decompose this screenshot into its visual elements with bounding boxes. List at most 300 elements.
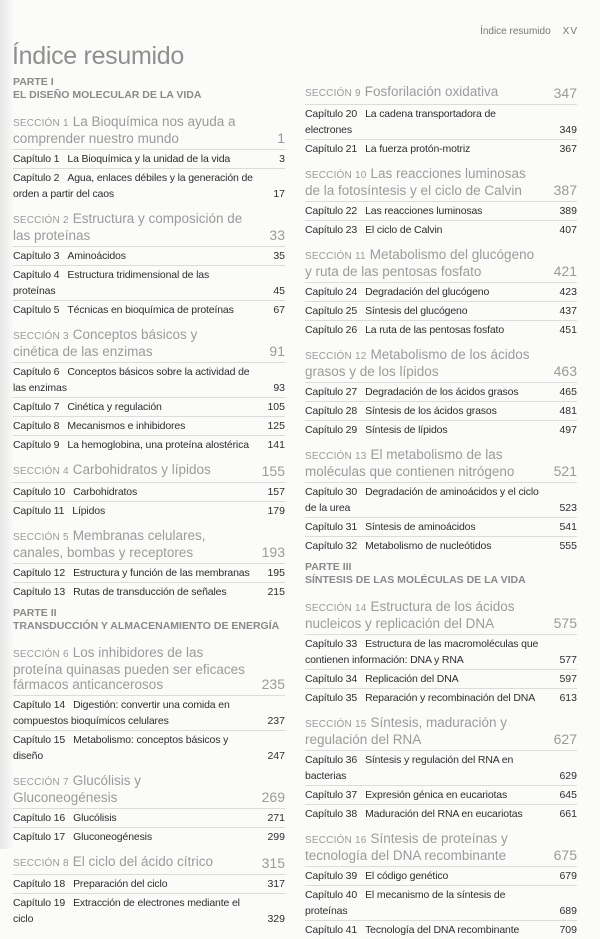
chapter-page-number: 689 (559, 905, 577, 917)
chapter-text (305, 303, 545, 319)
chapter-text (13, 248, 253, 264)
chapter-title: El código genético (365, 870, 449, 882)
part-label: PARTE I (13, 76, 54, 88)
chapter-page-number: 423 (559, 286, 577, 298)
chapter-title: Síntesis de aminoácidos (365, 521, 476, 533)
section-page-number: 521 (553, 463, 577, 479)
chapter-page-number: 481 (559, 405, 577, 417)
chapter-label: Capítulo 17 (13, 831, 66, 843)
chapter-entry[interactable] (305, 920, 577, 939)
chapter-entry[interactable] (13, 246, 285, 265)
chapter-text (13, 697, 253, 729)
chapter-title: Lípidos (72, 505, 106, 517)
chapter-page-number: 465 (559, 386, 577, 398)
chapter-title: Preparación del ciclo (73, 878, 168, 890)
chapter-page-number: 597 (559, 673, 577, 685)
chapter-title: Agua, enlaces débiles y la generación de orden a partir del caos (13, 172, 253, 200)
chapter-page-number: 125 (267, 420, 285, 432)
chapter-page-number: 141 (267, 439, 285, 451)
chapter-title: La fuerza protón-motriz (365, 143, 471, 155)
section-entry[interactable] (13, 106, 285, 149)
section-page-number: 463 (553, 363, 577, 379)
section-entry[interactable] (13, 520, 285, 563)
section-entry[interactable] (13, 765, 285, 808)
section-title: Fosforilación oxidativa (364, 84, 499, 99)
section-title: Los inhibidores de las proteína quinasas pueden ser eficaces fármacos anticancerosos (13, 645, 245, 692)
chapter-entry[interactable] (13, 582, 285, 601)
chapter-label: Capítulo 30 (305, 486, 358, 498)
chapter-entry[interactable] (13, 874, 285, 893)
section-label: SECCIÓN 5 (13, 532, 69, 543)
chapter-title: Replicación del DNA (365, 673, 459, 685)
chapter-page-number: 179 (267, 505, 285, 517)
chapter-title: Rutas de transducción de señales (73, 586, 227, 598)
section-page-number: 421 (553, 263, 577, 279)
chapter-label: Capítulo 33 (305, 638, 358, 650)
chapter-title: Reparación y recombinación del DNA (365, 692, 536, 704)
chapter-label: Capítulo 36 (305, 754, 358, 766)
section-entry[interactable] (305, 591, 577, 634)
chapter-title: Estructura tridimensional de las proteínas (13, 269, 210, 297)
section-page-number: 575 (553, 615, 577, 631)
chapter-text (305, 671, 545, 687)
chapter-page-number: 35 (273, 250, 285, 262)
chapter-text (13, 437, 253, 453)
section-title: Síntesis, maduración y regulación del RNA (305, 715, 508, 747)
chapter-label: Capítulo 22 (305, 205, 358, 217)
chapter-label: Capítulo 28 (305, 405, 358, 417)
section-text (305, 831, 537, 863)
section-text (13, 462, 245, 479)
chapter-page-number: 367 (559, 143, 577, 155)
section-label: SECCIÓN 12 (305, 351, 367, 362)
chapter-text (13, 399, 253, 415)
section-label: SECCIÓN 13 (305, 451, 367, 462)
section-label: SECCIÓN 8 (13, 858, 69, 869)
chapter-page-number: 541 (559, 521, 577, 533)
chapter-title: Metabolismo: conceptos básicos y diseño (13, 734, 229, 762)
chapter-label: Capítulo 3 (13, 250, 60, 262)
section-text (305, 166, 537, 198)
chapter-page-number: 407 (559, 224, 577, 236)
chapter-text (305, 787, 545, 803)
section-entry[interactable] (305, 239, 577, 282)
chapter-page-number: 157 (267, 486, 285, 498)
chapter-entry[interactable] (13, 695, 285, 730)
chapter-page-number: 67 (273, 304, 285, 316)
chapter-label: Capítulo 13 (13, 586, 66, 598)
chapter-title: Degradación de aminoácidos y el ciclo de la urea (305, 486, 539, 514)
chapter-entry[interactable] (305, 688, 577, 707)
chapter-title: El ciclo de Calvin (365, 224, 443, 236)
chapter-entry[interactable] (13, 435, 285, 454)
chapter-page-number: 523 (559, 502, 577, 514)
chapter-entry[interactable] (305, 785, 577, 804)
chapter-entry[interactable] (305, 750, 577, 785)
chapter-title: La cadena transportadora de electrones (305, 108, 496, 136)
section-entry[interactable] (305, 823, 577, 866)
chapter-entry[interactable] (13, 893, 285, 928)
chapter-entry[interactable] (305, 382, 577, 401)
chapter-text (13, 503, 253, 519)
section-title: Conceptos básicos y cinética de las enzimas (13, 327, 198, 359)
chapter-text (13, 565, 253, 581)
chapter-title: Metabolismo de nucleótidos (365, 540, 492, 552)
chapter-text (305, 636, 545, 668)
chapter-title: La ruta de las pentosas fosfato (365, 324, 505, 336)
chapter-text (305, 868, 545, 884)
chapter-label: Capítulo 21 (305, 143, 358, 155)
chapter-entry[interactable] (305, 301, 577, 320)
part-title: SÍNTESIS DE LAS MOLÉCULAS DE LA VIDA (305, 574, 526, 586)
chapter-title: Las reacciones luminosas (365, 205, 483, 217)
chapter-entry[interactable] (305, 320, 577, 339)
chapter-text (13, 895, 253, 927)
chapter-entry[interactable] (305, 220, 577, 239)
chapter-label: Capítulo 39 (305, 870, 358, 882)
chapter-title: Mecanismos e inhibidores (67, 420, 186, 432)
section-text (305, 599, 537, 631)
section-page-number: 387 (553, 182, 577, 198)
chapter-title: La Bioquímica y la unidad de la vida (67, 153, 231, 165)
chapter-label: Capítulo 6 (13, 366, 60, 378)
chapter-page-number: 555 (559, 540, 577, 552)
chapter-text (305, 284, 545, 300)
chapter-page-number: 613 (559, 692, 577, 704)
chapter-entry[interactable] (305, 804, 577, 823)
section-page-number: 315 (261, 855, 285, 871)
section-title: Carbohidratos y lípidos (72, 462, 211, 477)
section-text (13, 114, 245, 146)
chapter-text (305, 422, 545, 438)
chapter-text (13, 876, 253, 892)
section-title: Membranas celulares, canales, bombas y receptores (13, 528, 206, 560)
chapter-entry[interactable] (13, 397, 285, 416)
chapter-text (305, 141, 545, 157)
section-label: SECCIÓN 6 (13, 649, 69, 660)
chapter-page-number: 299 (267, 831, 285, 843)
chapter-title: Carbohidratos (73, 486, 138, 498)
chapter-label: Capítulo 1 (13, 153, 60, 165)
chapter-text (305, 403, 545, 419)
chapter-page-number: 629 (559, 770, 577, 782)
section-title: Estructura y composición de las proteínas (13, 211, 243, 243)
chapter-entry[interactable] (305, 104, 577, 139)
chapter-entry[interactable] (305, 201, 577, 220)
chapter-entry[interactable] (13, 482, 285, 501)
section-page-number: 193 (261, 544, 285, 560)
toc-column-right (305, 76, 577, 939)
section-title: Estructura de los ácidos nucleicos y replicación del DNA (305, 599, 515, 631)
section-label: SECCIÓN 4 (13, 466, 69, 477)
chapter-entry[interactable] (13, 730, 285, 765)
toc-column-left (13, 76, 285, 928)
chapter-label: Capítulo 32 (305, 540, 358, 552)
chapter-text (305, 222, 545, 238)
section-entry[interactable] (305, 439, 577, 482)
section-title: La Bioquímica nos ayuda a comprender nuestro mundo (13, 114, 236, 146)
chapter-page-number: 317 (267, 878, 285, 890)
chapter-title: Maduración del RNA en eucariotas (365, 808, 523, 820)
chapter-page-number: 329 (267, 913, 285, 925)
chapter-text (305, 384, 545, 400)
chapter-label: Capítulo 2 (13, 172, 60, 184)
chapter-text (13, 302, 253, 318)
chapter-text (13, 170, 253, 202)
chapter-title: Degradación del glucógeno (365, 286, 490, 298)
chapter-label: Capítulo 38 (305, 808, 358, 820)
chapter-text (13, 584, 253, 600)
chapter-title: Estructura y función de las membranas (73, 567, 250, 579)
chapter-label: Capítulo 19 (13, 897, 66, 909)
chapter-page-number: 389 (559, 205, 577, 217)
chapter-page-number: 45 (273, 285, 285, 297)
chapter-label: Capítulo 27 (305, 386, 358, 398)
chapter-label: Capítulo 37 (305, 789, 358, 801)
chapter-entry[interactable] (13, 149, 285, 168)
section-title: Síntesis de proteínas y tecnología del DNA recombinante (305, 831, 508, 863)
chapter-title: Estructura de las macromoléculas que contienen información: DNA y RNA (305, 638, 539, 666)
chapter-entry[interactable] (305, 401, 577, 420)
chapter-text (305, 538, 545, 554)
section-text (13, 327, 245, 359)
chapter-page-number: 105 (267, 401, 285, 413)
chapter-entry[interactable] (13, 416, 285, 435)
chapter-title: Síntesis de los ácidos grasos (365, 405, 497, 417)
chapter-page-number: 577 (559, 654, 577, 666)
chapter-page-number: 661 (559, 808, 577, 820)
chapter-text (13, 418, 253, 434)
chapter-text (305, 519, 545, 535)
part-title: TRANSDUCCIÓN Y ALMACENAMIENTO DE ENERGÍA (13, 620, 280, 632)
chapter-entry[interactable] (13, 168, 285, 203)
chapter-label: Capítulo 31 (305, 521, 358, 533)
part-title: EL DISEÑO MOLECULAR DE LA VIDA (13, 89, 202, 101)
chapter-label: Capítulo 16 (13, 812, 66, 824)
section-text (13, 773, 245, 805)
section-text (13, 211, 245, 243)
section-page-number: 675 (553, 847, 577, 863)
chapter-text (305, 887, 545, 919)
section-text (305, 247, 537, 279)
chapter-label: Capítulo 26 (305, 324, 358, 336)
page-number: XV (562, 26, 578, 37)
chapter-page-number: 451 (559, 324, 577, 336)
chapter-label: Capítulo 14 (13, 699, 66, 711)
part-label: PARTE II (13, 607, 57, 619)
chapter-entry[interactable] (305, 669, 577, 688)
chapter-entry[interactable] (305, 536, 577, 555)
section-page-number: 91 (269, 343, 285, 359)
chapter-label: Capítulo 41 (305, 924, 358, 936)
section-label: SECCIÓN 7 (13, 777, 69, 788)
chapter-entry[interactable] (13, 300, 285, 319)
section-entry[interactable] (13, 846, 285, 874)
chapter-entry[interactable] (305, 482, 577, 517)
chapter-label: Capítulo 15 (13, 734, 66, 746)
chapter-label: Capítulo 8 (13, 420, 60, 432)
chapter-title: Conceptos básicos sobre la actividad de las enzimas (13, 366, 250, 394)
chapter-entry[interactable] (13, 563, 285, 582)
part-label: PARTE III (305, 561, 352, 573)
section-entry[interactable] (305, 76, 577, 104)
page-gutter-shadow (0, 0, 14, 849)
chapter-title: Cinética y regulación (67, 401, 162, 413)
chapter-page-number: 645 (559, 789, 577, 801)
chapter-title: Síntesis y regulación del RNA en bacterias (305, 754, 514, 782)
section-entry[interactable] (305, 707, 577, 750)
chapter-entry[interactable] (13, 265, 285, 300)
chapter-label: Capítulo 10 (13, 486, 66, 498)
chapter-title: Síntesis de lípidos (365, 424, 448, 436)
chapter-text (13, 364, 253, 396)
chapter-title: Tecnología del DNA recombinante (365, 924, 520, 936)
chapter-entry[interactable] (13, 827, 285, 846)
section-label: SECCIÓN 9 (305, 88, 361, 99)
chapter-page-number: 437 (559, 305, 577, 317)
chapter-text (305, 752, 545, 784)
chapter-label: Capítulo 9 (13, 439, 60, 451)
chapter-page-number: 247 (267, 750, 285, 762)
chapter-label: Capítulo 18 (13, 878, 66, 890)
section-label: SECCIÓN 16 (305, 835, 367, 846)
chapter-page-number: 3 (279, 153, 285, 165)
chapter-title: La hemoglobina, una proteína alostérica (67, 439, 249, 451)
section-text (13, 528, 245, 560)
chapter-entry[interactable] (305, 866, 577, 885)
section-text (305, 84, 537, 101)
chapter-label: Capítulo 20 (305, 108, 358, 120)
chapter-text (305, 203, 545, 219)
chapter-label: Capítulo 40 (305, 889, 358, 901)
chapter-page-number: 17 (273, 188, 285, 200)
section-label: SECCIÓN 3 (13, 331, 69, 342)
section-title: Glucólisis y Gluconeogénesis (13, 773, 141, 805)
section-text (305, 447, 537, 479)
section-entry[interactable] (13, 454, 285, 482)
chapter-title: Expresión génica en eucariotas (365, 789, 508, 801)
section-title: El ciclo del ácido cítrico (72, 854, 214, 869)
chapter-page-number: 709 (559, 924, 577, 936)
chapter-page-number: 271 (267, 812, 285, 824)
section-label: SECCIÓN 14 (305, 603, 367, 614)
chapter-page-number: 93 (273, 382, 285, 394)
chapter-page-number: 237 (267, 715, 285, 727)
chapter-label: Capítulo 23 (305, 224, 358, 236)
chapter-text (305, 922, 545, 938)
section-title: Metabolismo del glucógeno y ruta de las pentosas fosfato (305, 247, 535, 279)
section-entry[interactable] (13, 203, 285, 246)
section-page-number: 627 (553, 731, 577, 747)
chapter-label: Capítulo 7 (13, 401, 60, 413)
section-text (305, 347, 537, 379)
chapter-label: Capítulo 24 (305, 286, 358, 298)
section-title: El metabolismo de las moléculas que contienen nitrógeno (305, 447, 515, 479)
chapter-page-number: 679 (559, 870, 577, 882)
section-label: SECCIÓN 10 (305, 170, 367, 181)
chapter-title: Gluconeogénesis (73, 831, 152, 843)
section-text (13, 854, 245, 871)
section-title: Las reacciones luminosas de la fotosíntesis y el ciclo de Calvin (305, 166, 526, 198)
chapter-text (305, 484, 545, 516)
chapter-page-number: 497 (559, 424, 577, 436)
section-page-number: 155 (261, 463, 285, 479)
section-label: SECCIÓN 2 (13, 215, 69, 226)
chapter-title: Extracción de electrones mediante el ciclo (13, 897, 240, 925)
chapter-label: Capítulo 12 (13, 567, 66, 579)
chapter-entry[interactable] (305, 517, 577, 536)
section-label: SECCIÓN 1 (13, 118, 69, 129)
section-entry[interactable] (13, 319, 285, 362)
chapter-title: Aminoácidos (67, 250, 126, 262)
chapter-label: Capítulo 35 (305, 692, 358, 704)
part-heading (305, 555, 577, 591)
chapter-text (305, 322, 545, 338)
chapter-title: Glucólisis (73, 812, 117, 824)
section-title: Metabolismo de los ácidos grasos y de los lípidos (305, 347, 530, 379)
chapter-text (13, 267, 253, 299)
section-page-number: 269 (261, 789, 285, 805)
chapter-text (305, 806, 545, 822)
section-text (13, 645, 245, 692)
section-entry[interactable] (305, 339, 577, 382)
chapter-title: Técnicas en bioquímica de proteínas (67, 304, 234, 316)
part-heading (13, 76, 285, 106)
chapter-title: Degradación de los ácidos grasos (365, 386, 519, 398)
section-label: SECCIÓN 11 (305, 251, 366, 262)
page-title: Índice resumido (12, 42, 184, 70)
chapter-entry[interactable] (305, 139, 577, 158)
section-page-number: 1 (277, 130, 285, 146)
section-page-number: 347 (553, 85, 577, 101)
section-text (305, 715, 537, 747)
chapter-page-number: 195 (267, 567, 285, 579)
chapter-text (13, 732, 253, 764)
section-page-number: 235 (261, 676, 285, 692)
chapter-label: Capítulo 34 (305, 673, 358, 685)
chapter-page-number: 349 (559, 124, 577, 136)
chapter-entry[interactable] (13, 808, 285, 827)
chapter-page-number: 215 (267, 586, 285, 598)
chapter-text (305, 690, 545, 706)
running-title: Índice resumido (480, 26, 551, 37)
section-entry[interactable] (13, 637, 285, 695)
chapter-text (13, 151, 253, 167)
part-heading (13, 601, 285, 637)
chapter-title: Síntesis del glucógeno (365, 305, 468, 317)
chapter-label: Capítulo 4 (13, 269, 60, 281)
chapter-title: Digestión: convertir una comida en compuestos bioquímicos celulares (13, 699, 230, 727)
chapter-label: Capítulo 29 (305, 424, 358, 436)
chapter-label: Capítulo 25 (305, 305, 358, 317)
chapter-entry[interactable] (13, 362, 285, 397)
chapter-entry[interactable] (305, 634, 577, 669)
chapter-entry[interactable] (305, 282, 577, 301)
chapter-title: El mecanismo de la síntesis de proteínas (305, 889, 506, 917)
section-entry[interactable] (305, 158, 577, 201)
chapter-text (13, 829, 253, 845)
chapter-text (305, 106, 545, 138)
section-label: SECCIÓN 15 (305, 719, 367, 730)
chapter-label: Capítulo 5 (13, 304, 60, 316)
chapter-entry[interactable] (305, 885, 577, 920)
chapter-label: Capítulo 11 (13, 505, 65, 517)
section-page-number: 33 (269, 227, 285, 243)
chapter-text (13, 810, 253, 826)
running-header (480, 26, 578, 37)
chapter-entry[interactable] (13, 501, 285, 520)
chapter-entry[interactable] (305, 420, 577, 439)
